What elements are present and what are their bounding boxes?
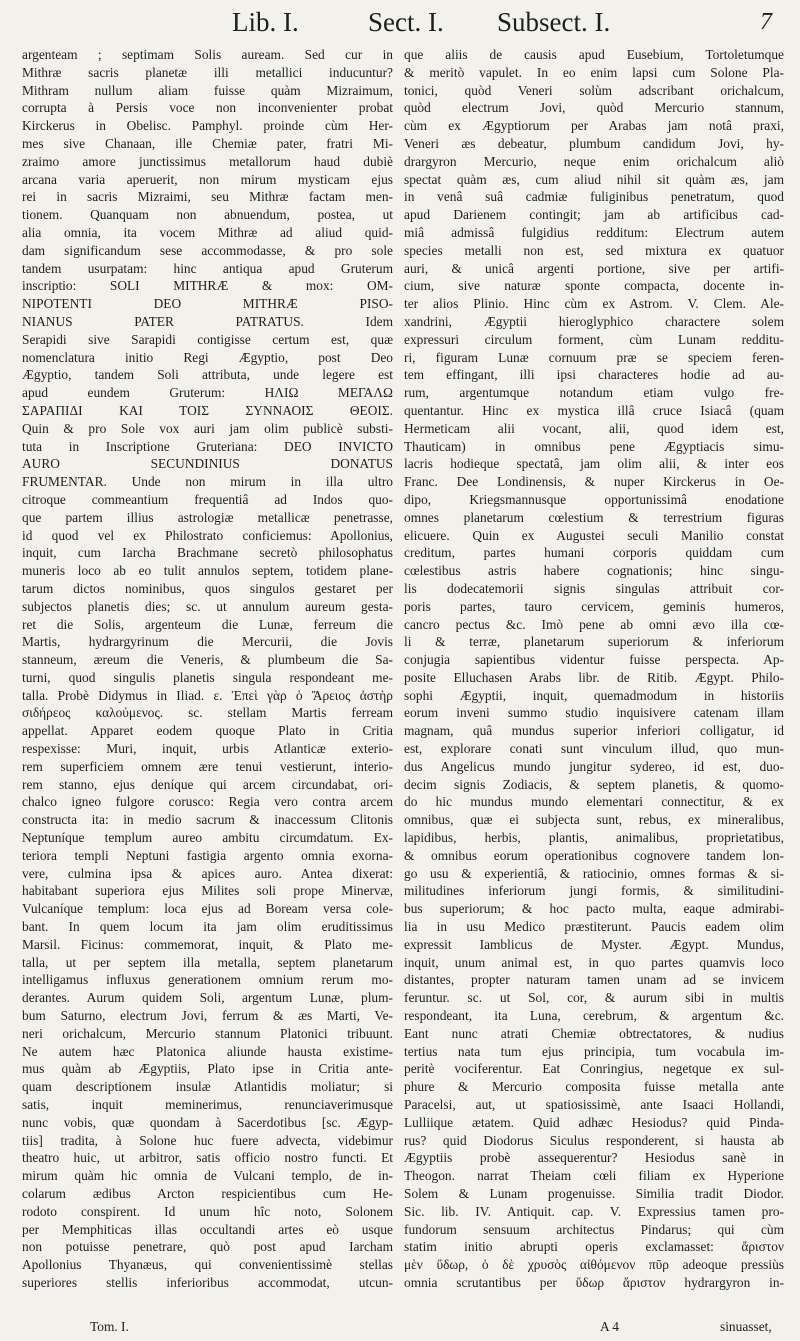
text-line: habitabant superiora ejus Milites soli prope Minervæ, xyxy=(22,883,393,899)
text-line: bum Saturno, electrum Jovi, ferrum & æs Marti, Ve- xyxy=(22,1008,393,1024)
text-line: est, explorare conati sunt vinculum illud, quo mun- xyxy=(404,741,784,757)
text-line: in venâ suâ cadmiæ fuliginibus penetratum, quod xyxy=(404,189,784,205)
text-line: phure & Mercurio composita fuisse metalla ante xyxy=(404,1079,784,1095)
text-line: tionem. Quanquam non abnuendum, postea, ut xyxy=(22,207,393,223)
text-line: tem effingant, illi ipsi characteres hodie ad au- xyxy=(404,367,784,383)
text-line: cùm ex Ægyptiorum per Arabas jam notâ praxi, xyxy=(404,118,784,134)
text-line: cancro pectus &c. Imò pene ab omni ævo illa cœ- xyxy=(404,616,784,632)
text-line: Lulliique ætatem. Quid adhæc Hesiodus? quid Pinda- xyxy=(404,1114,784,1130)
text-line: & omnibus eorum operationibus cognovere tandem lon- xyxy=(404,847,784,863)
text-line: fundorum sensuum architectus Pindarus; qui cùm xyxy=(404,1221,784,1237)
text-line: Paracelsi, aut, ut spatiosissimè, ante Isaaci Hollandi, xyxy=(404,1097,784,1113)
text-line: argenteam ; septimam Solis auream. Sed cur in xyxy=(22,47,393,62)
text-line: creditum, partes humani corporis quiddam cum xyxy=(404,545,784,561)
text-line: auri, & unicâ argenti portione, sive per artifi- xyxy=(404,260,784,276)
text-line: conjugia sapientibus videntur fuisse perspecta. Ap- xyxy=(404,652,784,668)
text-line: ret die Solis, argenteum die Lunæ, ferreum die xyxy=(22,616,393,632)
text-line: expressit Iamblicus de Myster. Ægypt. Mundus, xyxy=(404,936,784,952)
text-line: non potuisse penetrare, quò post apud Iarcham xyxy=(22,1239,393,1255)
text-line: appellat. Apparet eodem quoque Plato in Critia xyxy=(22,723,393,739)
text-line: subjectos planetis dies; sc. ut annulum aureum gesta- xyxy=(22,598,393,614)
text-line: constructa ita: in medio sacrum & inaccessum Clitonis xyxy=(22,812,393,828)
text-line: Franc. Dee Londinensis, & nuper Kirckerus in Oe- xyxy=(404,474,784,490)
text-line: mirum quàm hic omnia de Vulcani templo, de in- xyxy=(22,1168,393,1184)
text-line: stanneum, æreum die Veneris, & plumbeum die Sa- xyxy=(22,652,393,668)
footer-volume: Tom. I. xyxy=(90,1319,129,1334)
text-line: statim initio abrupti operis exclamasset: ἄριστον xyxy=(404,1239,784,1255)
text-line: omnes planetarum cœlestium & terrestrium figuras xyxy=(404,509,784,525)
text-line: rum, argentumque notandum etiam vulgo fre- xyxy=(404,385,784,401)
text-line: & meritò vapulet. In eo enim lapsi cum Solone Pla- xyxy=(404,64,784,80)
text-line: ΣΑΡΑΠΙΔΙ ΚΑΙ ΤΟΙΣ ΣΥΝΝΑΟΙΣ ΘΕΟΙΣ. xyxy=(22,402,393,418)
text-line: FRUMENTAR. Unde non mirum in illa ultro xyxy=(22,474,393,490)
text-line: militudines inferiorum jungi formis, & similitudini- xyxy=(404,883,784,899)
text-line: per Memphiticas illas occultandi artes eò usque xyxy=(22,1221,393,1237)
header-subsection: Subsect. I. xyxy=(497,7,611,37)
text-line: Ægyptio, tandem Soli attributa, unde legere est xyxy=(22,367,393,383)
text-line: neri orichalcum, Mercurio stannum Platonici tribuunt. xyxy=(22,1025,393,1041)
text-line: tuta in Inscriptione Gruteriana: DEO INVICTO xyxy=(22,438,393,454)
text-line: talla, ut per septem illa metalla, septem planetarum xyxy=(22,954,393,970)
footer-signature: A 4 xyxy=(600,1319,619,1334)
text-line: tandem usurpatam: hinc antiqua apud Gruterum xyxy=(22,260,393,276)
text-line: omnibus, quæ ei subjecta sunt, rebus, ex mineralibus, xyxy=(404,812,784,828)
text-line: Serapidi sive Sarapidi contigisse certum est, quæ xyxy=(22,331,393,347)
text-line: tonici, quòd Veneri solùm adscribant orichalcum, xyxy=(404,82,784,98)
text-line: Eant nunc atrati Chemiæ obtrectatores, & nudius xyxy=(404,1025,784,1041)
text-line: do hic mundus mundo elementari connectitur, & ex xyxy=(404,794,784,810)
text-line: Ægyptiis probè assequerentur? Hesiodus sanè in xyxy=(404,1150,784,1166)
text-line: chalco igneo fulgore corusco: Regia vero contra arcem xyxy=(22,794,393,810)
text-line: rem stanno, ejus deníque qui arcem circundabat, ori- xyxy=(22,776,393,792)
text-line: rodoto conspirent. Id unum hîc noto, Solonem xyxy=(22,1203,393,1219)
text-line: lapidibus, herbis, plantis, animalibus, proprietatibus, xyxy=(404,830,784,846)
text-line: Neptuníque templum aureo ambitu circumdatum. Ex- xyxy=(22,830,393,846)
text-line: Quin & pro Sole vox auri jam olim publicè substi- xyxy=(22,420,393,436)
text-line: dipo, Kriegsmannusque opportunissimâ enodatione xyxy=(404,491,784,507)
text-line: NIPOTENTI DEO MITHRÆ PISO- xyxy=(22,296,393,312)
text-line: Mithræ sacris planetæ illi metallici inducuntur? xyxy=(22,64,393,80)
text-line: superiores stellis inferioribus accommodat, utcun- xyxy=(22,1274,393,1290)
text-line: Theogon. narrat Theiam cœli filiam ex Hyperione xyxy=(404,1168,784,1184)
text-line: nomenclatura initio Regi Ægyptio, post Deo xyxy=(22,349,393,365)
text-line: μὲν ὕδωρ, ὁ δὲ χρυσὸς αἰθόμενον πῦρ adeoque pressiùs xyxy=(404,1257,784,1273)
text-line: NIANUS PATER PATRATUS. Idem xyxy=(22,313,393,329)
text-line: feruntur. sc. ut Sol, cor, & aurum sibi in multis xyxy=(404,990,784,1006)
left-text-column xyxy=(22,46,393,1292)
text-line: distantes, propter naturam tamen unam ad se invicem xyxy=(404,972,784,988)
text-line: muneris loco ab eo tulit annulos septem, totidem plane- xyxy=(22,563,393,579)
text-line: mus quàm ab Ægyptiis, Plato ipse in Critia ante- xyxy=(22,1061,393,1077)
text-line: Veneri æs debeatur, plumbum candidum Jovi, hy- xyxy=(404,135,784,151)
text-line: xandrini, Ægyptii hieroglyphico charactere solem xyxy=(404,313,784,329)
text-line: AURO SECUNDINIUS DONATUS xyxy=(22,456,393,472)
right-text-column xyxy=(404,46,784,1292)
text-line: σιδήρεος καλούμενος. sc. stellam Martis ferream xyxy=(22,705,393,721)
text-line: rem superficiem omnem ære tenui vestierunt, interio- xyxy=(22,758,393,774)
text-line: Thauticam) in omnibus pene Ægyptiacis simu- xyxy=(404,438,784,454)
text-line: lis dodecatemorii signis singulas attribuit cor- xyxy=(404,580,784,596)
text-line: sophi Ægyptii, inquit, quemadmodum in historiis xyxy=(404,687,784,703)
text-line: drargyron Mercurio, neque enim orichalcum aliò xyxy=(404,153,784,169)
text-line: corrupta à Persis voce non inconvenienter probat xyxy=(22,100,393,116)
text-line: mes sive Chanaan, ille Chemiæ pater, fratri Mi- xyxy=(22,135,393,151)
text-line: li & terræ, planetarum superiorum & inferiorum xyxy=(404,634,784,650)
text-line: bus superiorum; & hoc pacto multa, eaque admirabi- xyxy=(404,901,784,917)
text-line: respondeant, ita Luna, cerebrum, & argentum &c. xyxy=(404,1008,784,1024)
text-line: quentantur. Hinc ex mystica illâ cruce Isiacâ (quam xyxy=(404,402,784,418)
text-line: tertius nata tum ejus principia, tum vocabula im- xyxy=(404,1043,784,1059)
text-line: Mithram nullum aliam fuisse quàm Mizraimum, xyxy=(22,82,393,98)
text-line: colarum ædibus Arcton respicientibus cum He- xyxy=(22,1186,393,1201)
text-line: inquit, cum Iarcha Brachmane secretò philosophatus xyxy=(22,545,393,561)
text-line: cœlestibus astris habere cognationis; hinc singu- xyxy=(404,563,784,579)
text-line: id quod vel ex Philostrato conficiemus: Apollonius, xyxy=(22,527,393,543)
text-line: satis, inquit meminerimus, renunciaverimusque xyxy=(22,1097,393,1113)
text-line: rus? quid Diodorus Siculus responderent, si hausta ab xyxy=(404,1132,784,1148)
text-line: ter alios Plinio. Hinc cùm ex Astrom. V. Clem. Ale- xyxy=(404,296,784,312)
text-line: Marsil. Ficinus: commemorat, inquit, & Plato me- xyxy=(22,936,393,952)
text-line: alia omnia, ita vocem Mithræ ad aliud quid- xyxy=(22,224,393,240)
text-line: expressuri circulum forment, cùm Lunam redditu- xyxy=(404,331,784,347)
text-line: apud Darienem contingit; jam ab artificibus cad- xyxy=(404,207,784,223)
text-line: theatro huic, ut arbitror, satis officio nostro functi. Et xyxy=(22,1150,393,1166)
footer-catchword: sinuasset, xyxy=(720,1319,772,1334)
text-line: zraimo amore junctissimus metallorum haud dubiè xyxy=(22,153,393,169)
text-line: que aliis de causis apud Eusebium, Tortoletumque xyxy=(404,47,784,62)
text-line: cium, sive naturæ sponte compacta, docente in- xyxy=(404,278,784,294)
text-line: Apollonius Thyanæus, qui convenientissimè stellas xyxy=(22,1257,393,1273)
text-line: talla. Probè Didymus in Iliad. ε. Ἐπεὶ γὰρ ὁ Ἄρειος ἀστὴρ xyxy=(22,687,393,703)
text-line: dam significandum sese accommodasse, & pro sole xyxy=(22,242,393,258)
text-line: species metalli non est, sed mixtura ex quatuor xyxy=(404,242,784,258)
text-line: tiis] tradita, à Solone huc fuere advecta, videbimur xyxy=(22,1132,393,1148)
text-line: Martis, hydrargyrinum die Mercurii, die Jovis xyxy=(22,634,393,650)
text-line: elicuere. Quin ex Augustei seculi Manilio constat xyxy=(404,527,784,543)
text-line: lia in usu Medico præstiterunt. Paucis eadem olim xyxy=(404,919,784,935)
text-line: intelligamus influxus generationem omnium rerum mo- xyxy=(22,972,393,988)
text-line: posite Elluchasen Arabs libr. de Ritib. Ægypt. Philo- xyxy=(404,669,784,685)
text-line: miâ admissâ fulgidius redditum: Electrum autem xyxy=(404,224,784,240)
text-line: quam descriptionem insulæ Atlantidis moliatur; si xyxy=(22,1079,393,1095)
text-line: nunc vobis, quæ quondam à Sacerdotibus [sc. Ægyp- xyxy=(22,1114,393,1130)
text-line: vere, culmina ipsa & apices auro. Antea dixerat: xyxy=(22,865,393,881)
text-line: Sic. lib. IV. Antiquit. cap. V. Expressius tamen pro- xyxy=(404,1203,784,1219)
text-line: rei in sacris Mizraimi, seu Mithræ factam men- xyxy=(22,189,393,205)
text-line: derantes. Aurum quidem Soli, argentum Lunæ, plum- xyxy=(22,990,393,1006)
text-line: tarum dictos nominibus, quos singulos gestaret per xyxy=(22,580,393,596)
text-line: peritè vociferentur. Eat Conringius, negetque ex sul- xyxy=(404,1061,784,1077)
text-line: lacris hodieque spectatâ, jam olim alii, & inter eos xyxy=(404,456,784,472)
text-line: que partem illius astrologiæ metallicæ penetrasse, xyxy=(22,509,393,525)
text-line: ri, figuram Lunæ cornuum præ se speciem feren- xyxy=(404,349,784,365)
text-line: arcana varia aperuerit, non mirum mysticam ejus xyxy=(22,171,393,187)
text-line: Kirckerus in Obelisc. Pamphyl. proinde cùm Her- xyxy=(22,118,393,134)
header-book: Lib. I. xyxy=(232,7,299,37)
text-line: teriora templi Neptuni fastigia argento omnia exorna- xyxy=(22,847,393,863)
text-line: citroque commeantium frequentiâ ad Indos quo- xyxy=(22,491,393,507)
text-line: spectat quàm æs, cum aliud nihil sit quàm æs, jam xyxy=(404,171,784,187)
text-line: apud eundem Gruterum: ΗΛΙΩ ΜΕΓΑΛΩ xyxy=(22,385,393,401)
text-line: inscriptio: SOLI MITHRÆ & mox: OM- xyxy=(22,278,393,294)
header-section: Sect. I. xyxy=(368,7,444,37)
text-line: go usu & experientiâ, & ratiocinio, omnes formas & si- xyxy=(404,865,784,881)
text-line: poris partes, tauro cervicem, geminis humeros, xyxy=(404,598,784,614)
text-line: Ne autem hæc Platonica aliunde hausta existime- xyxy=(22,1043,393,1059)
text-line: Hermeticam alii vocant, alii, quod idem est, xyxy=(404,420,784,436)
text-line: inquit, unum animal est, in quo partes quamvis loco xyxy=(404,954,784,970)
text-line: Solem & Lunam progenuisse. Similia tradit Diodor. xyxy=(404,1186,784,1201)
text-line: eorum inveni summo studio inquisivere catenam illam xyxy=(404,705,784,721)
text-line: quòd electrum Jovi, quòd Mercurio stannum, xyxy=(404,100,784,116)
text-line: respexisse: Muri, inquit, urbis Atlanticæ exterio- xyxy=(22,741,393,757)
running-header xyxy=(0,4,800,44)
text-line: turni, quod singulis planetis singula respondeant me- xyxy=(22,669,393,685)
text-line: omnia scrutantibus per ὕδωρ ἄριστον hydrargyron in- xyxy=(404,1274,784,1290)
page-number: 7 xyxy=(760,9,772,35)
text-line: decim signis Zodiacis, & septem planetis, & quomo- xyxy=(404,776,784,792)
text-line: Vulcaníque templum: loca ejus ad Boream versa cole- xyxy=(22,901,393,917)
text-line: dus Angelicus mundo jungitur sydereo, id est, duo- xyxy=(404,758,784,774)
text-line: magnam, quâ mundus superior inferiori colligatur, id xyxy=(404,723,784,739)
text-line: bant. In quem locum ita jam olim eruditissimus xyxy=(22,919,393,935)
